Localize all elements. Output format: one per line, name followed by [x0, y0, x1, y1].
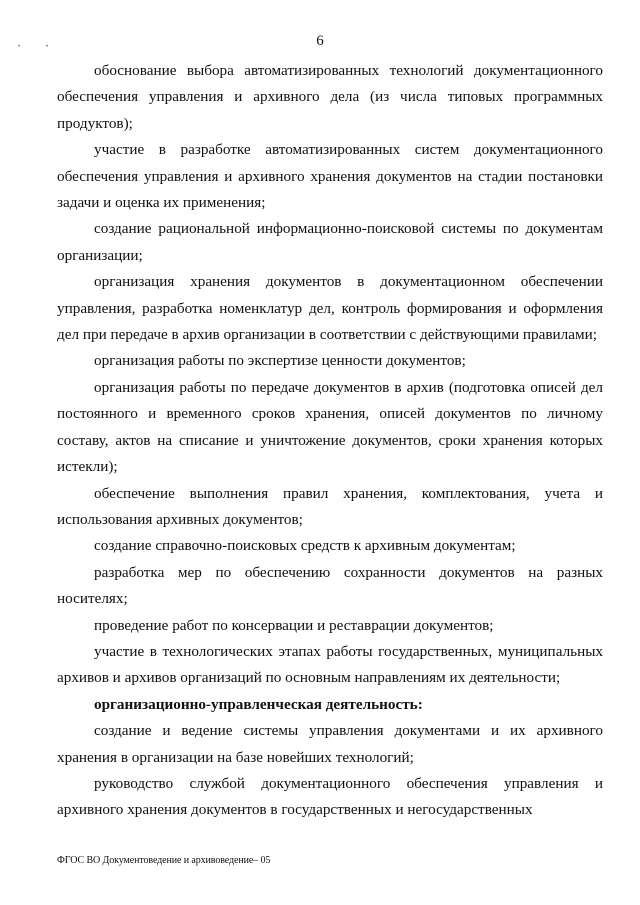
scan-speck: •: [18, 44, 21, 50]
paragraph: создание и ведение системы управления документами и их архивного хранения в организации на базе новейших технологий;: [57, 722, 603, 766]
scan-speck: •: [46, 44, 49, 50]
paragraph: разработка мер по обеспечению сохранности документов на разных носителях;: [57, 563, 603, 608]
paragraph: участие в технологических этапах работы государственных, муниципальных архивов и архивов организаций по основным направлениям их деятельности;: [57, 642, 603, 687]
paragraph: обеспечение выполнения правил хранения, комплектования, учета и использования архивных документов;: [57, 484, 603, 528]
paragraph: организация работы по передаче документов в архив (подготовка описей дел постоянного и временного сроков хранения, описей документов по личному составу, актов на списание и уничтожение документов, сроки хранения которых истекли);: [57, 378, 603, 476]
paragraph: руководство службой документационного обеспечения управления и архивного хранения документов в государственных и негосударственных: [57, 774, 603, 819]
page-footer: ФГОС ВО Документоведение и архивоведение– 05: [57, 855, 271, 866]
paragraph: проведение работ по консервации и реставрации документов;: [94, 616, 494, 634]
paragraph: создание справочно-поисковых средств к архивным документам;: [94, 537, 516, 555]
section-heading: организационно-управленческая деятельность:: [94, 695, 423, 713]
page-number: 6: [316, 33, 324, 49]
paragraph: создание рациональной информационно-поисковой системы по документам организации;: [57, 220, 603, 264]
paragraph: обоснование выбора автоматизированных технологий документационного обеспечения управления и архивного дела (из числа типовых программных продуктов);: [57, 62, 603, 132]
paragraph: организация хранения документов в документационном обеспечении управления, разработка номенклатур дел, контроль формирования и оформления дел при передаче в архив организации в соответствии с действующими правилами;: [57, 273, 603, 344]
paragraph: участие в разработке автоматизированных систем документационного обеспечения управления и архивного хранения документов на стадии постановки задачи и оценка их применения;: [57, 141, 603, 212]
paragraph: организация работы по экспертизе ценности документов;: [94, 352, 466, 370]
document-body: [57, 58, 603, 824]
